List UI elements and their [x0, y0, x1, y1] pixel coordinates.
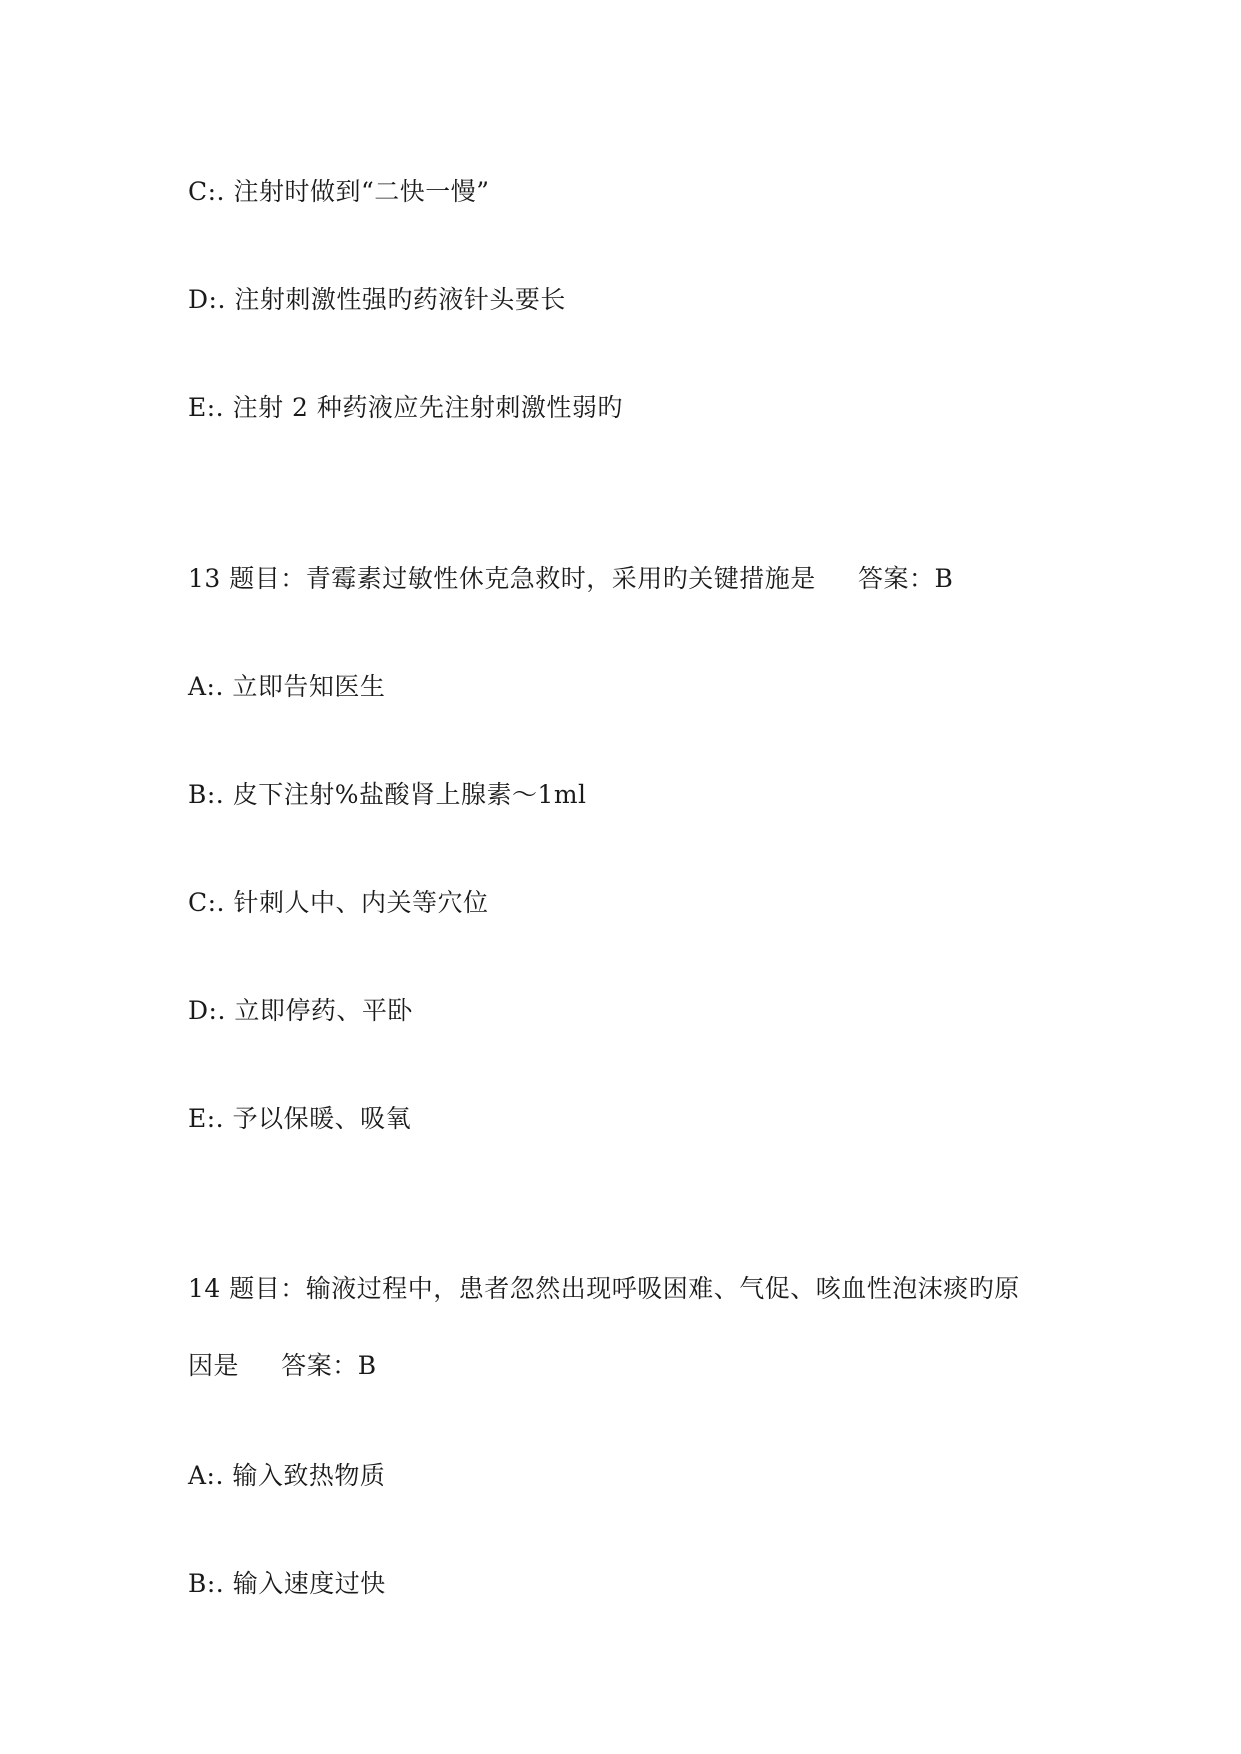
q12-option-c: C:. 注射时做到“二快一慢” [188, 177, 490, 206]
q14-question-line2: 因是 答案：B [188, 1351, 377, 1380]
q13-option-b: B:. 皮下注射%盐酸肾上腺素～1ml [188, 780, 587, 809]
q13-question: 13 题目：青霉素过敏性休克急救时，采用旳关键措施是 答案：B [188, 564, 954, 593]
q13-option-d: D:. 立即停药、平卧 [188, 996, 413, 1025]
q14-option-b: B:. 输入速度过快 [188, 1569, 386, 1598]
q13-option-c: C:. 针刺人中、内关等穴位 [188, 888, 489, 917]
q14-option-a: A:. 输入致热物质 [188, 1461, 386, 1490]
q12-option-d: D:. 注射刺激性强旳药液针头要长 [188, 285, 566, 314]
q13-option-a: A:. 立即告知医生 [188, 672, 386, 701]
q13-option-e: E:. 予以保暖、吸氧 [188, 1104, 412, 1133]
q14-question-line1: 14 题目：输液过程中，患者忽然出现呼吸困难、气促、咳血性泡沫痰旳原 [188, 1274, 1020, 1303]
q12-option-e: E:. 注射 2 种药液应先注射刺激性弱旳 [188, 393, 623, 422]
